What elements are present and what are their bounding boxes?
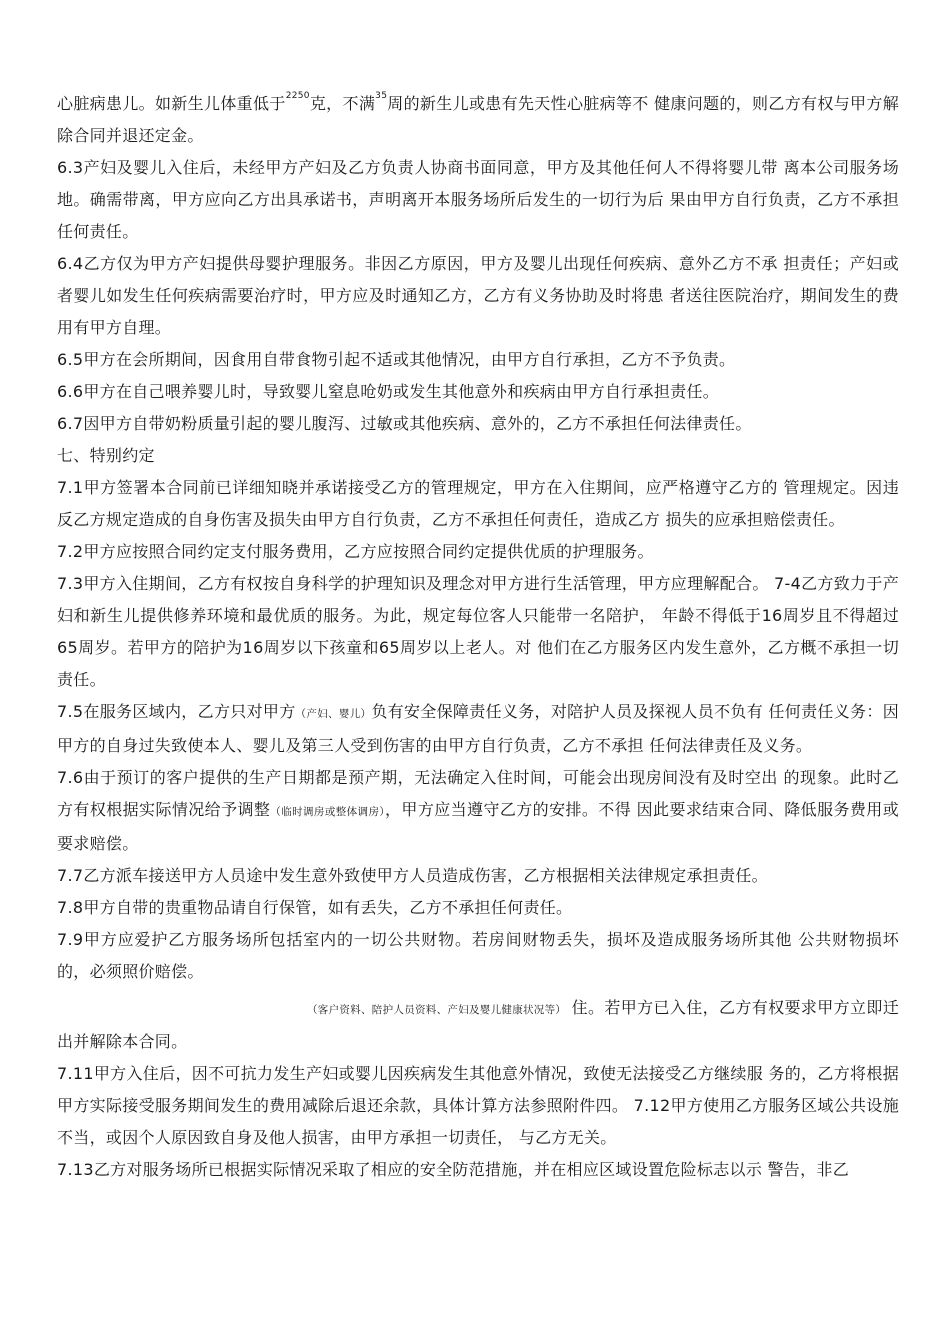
paragraph-7-1: 7.1甲方签署本合同前已详细知晓并承诺接受乙方的管理规定，甲方在入住期间，应严格遵守乙方的 管理规定。因违反乙方规定造成的自身伤害及损失由甲方自行负责，乙方不承担任何责任，造成乙方 损失的应承担赔偿责任。 <box>57 478 899 529</box>
paragraph-6-7: 6.7因甲方自带奶粉质量引起的婴儿腹泻、过敏或其他疾病、意外的，乙方不承担任何法律责任。 <box>57 414 752 433</box>
paragraph-7-7: 7.7乙方派车接送甲方人员途中发生意外致使甲方人员造成伤害，乙方根据相关法律规定承担责任。 <box>57 866 768 885</box>
paragraph-6-4: 6.4乙方仅为甲方产妇提供母婴护理服务。非因乙方原因，甲方及婴儿出现任何疾病、意外乙方不承 担责任；产妇或者婴儿如发生任何疾病需要治疗时，甲方应及时通知乙方，乙方有义务协助及时将患 者送往医院治疗，期间发生的费用有甲方自理。 <box>57 254 899 337</box>
text-segment: 7.5在服务区域内，乙方只对甲方 <box>57 702 296 721</box>
paragraph-7-8: 7.8甲方自带的贵重物品请自行保管，如有丢失，乙方不承担任何责任。 <box>57 898 573 917</box>
text-segment: 心脏病患儿。如新生儿体重低于 <box>57 94 286 113</box>
small-note: （客户资料、陪护人员资料、产妇及婴儿健康状况等） <box>307 1004 567 1016</box>
section-heading-7: 七、特别约定 <box>57 446 155 465</box>
paragraph-7-3: 7.3甲方入住期间，乙方有权按自身科学的护理知识及理念对甲方进行生活管理，甲方应理解配合。 7-4乙方致力于产妇和新生儿提供修养环境和最优质的服务。为此，规定每位客人只能带一名陪护， 年龄不得低于16周岁且不得超过65周岁。若甲方的陪护为16周岁以下孩童和65周岁以上老人。对 他们在乙方服务区内发生意外，乙方概不承担一切责任。 <box>57 574 899 689</box>
small-note: （临时调房或整体调房） <box>270 806 386 818</box>
superscript-weeks: 35 <box>375 91 388 101</box>
paragraph-6-2-continued <box>57 88 899 152</box>
text-segment: 负有安全保障责任义务，对陪护人员及探视人员不负有 任何责任义务：因甲方的自身过失致使本人、婴儿及第三人受到伤害的由甲方自行负责，乙方不承担 任何法律责任及义务。 <box>57 702 899 755</box>
paragraph-7-2: 7.2甲方应按照合同约定支付服务费用，乙方应按照合同约定提供优质的护理服务。 <box>57 542 654 561</box>
paragraph-6-5: 6.5甲方在会所期间，因食用自带食物引起不适或其他情况，由甲方自行承担，乙方不予负责。 <box>57 350 736 369</box>
paragraph-6-6: 6.6甲方在自己喂养婴儿时，导致婴儿窒息呛奶或发生其他意外和疾病由甲方自行承担责任。 <box>57 382 720 401</box>
paragraph-7-11: 7.11甲方入住后，因不可抗力发生产妇或婴儿因疾病发生其他意外情况，致使无法接受乙方继续服 务的，乙方将根据甲方实际接受服务期间发生的费用减除后退还余款，具体计算方法参照附件四。 7.12甲方使用乙方服务区域公共设施不当，或因个人原因致自身及他人损害，由甲方承担一切责任， 与乙方无关。 <box>57 1064 899 1147</box>
paragraph-7-13: 7.13乙方对服务场所已根据实际情况采取了相应的安全防范措施，并在相应区域设置危险标志以示 警告，非乙 <box>57 1160 850 1179</box>
paragraph-6-3: 6.3产妇及婴儿入住后，未经甲方产妇及乙方负责人协商书面同意，甲方及其他任何人不得将婴儿带 离本公司服务场地。确需带离，甲方应向乙方出具承诺书，声明离开本服务场所后发生的一切行为后 果由甲方自行负责，乙方不承担任何责任。 <box>57 158 899 241</box>
small-note: （产妇、婴儿） <box>295 708 372 720</box>
paragraph-7-5 <box>57 696 899 762</box>
text-segment: 7.6由于预订的客户提供的生产日期都是预产期，无法确定入住时间，可能会出现房间没有及时空出 的现象。此时乙方有权根据实际情况给予调整 <box>57 768 899 819</box>
text-segment: ，甲方应当遵守乙方的安排。不得 因此要求结束合同、降低服务费用或要求赔偿。 <box>57 800 899 853</box>
text-segment: 住。若甲方已入住，乙方有权要求甲方立即迁出并解除本合同。 <box>57 998 899 1051</box>
superscript-weight: 2250 <box>285 91 310 101</box>
document-page <box>57 88 899 1186</box>
paragraph-7-10-fragment <box>57 988 899 1058</box>
paragraph-7-9: 7.9甲方应爱护乙方服务场所包括室内的一切公共财物。若房间财物丢失，损坏及造成服务场所其他 公共财物损坏的，必须照价赔偿。 <box>57 930 899 981</box>
text-segment: 克，不满 <box>309 94 376 113</box>
paragraph-7-6 <box>57 762 899 860</box>
text-segment: 周的新生儿或患有先天性心脏病等不 健康问题的，则乙方有权与甲方解除合同并退还定金。 <box>57 94 900 145</box>
